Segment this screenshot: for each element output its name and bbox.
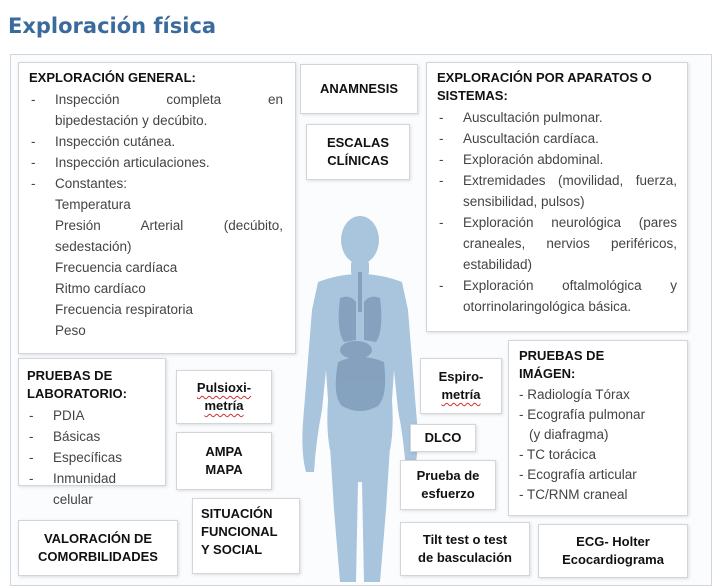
list-item: - Auscultación cardíaca.: [437, 128, 677, 149]
dlco-box: [410, 424, 476, 452]
ampa-mapa-box: [176, 432, 272, 490]
comorbidities-box: [18, 520, 178, 576]
spirometry-line-1: Espiro-: [438, 369, 484, 384]
lab-tests-box: [18, 358, 166, 507]
list-item: - Exploración neurológica (pares craneales, nervios periféricos, estabilidad): [437, 212, 677, 275]
list-item: - Constantes:: [29, 173, 283, 194]
stress-test-box: [400, 460, 496, 510]
vital-sign: Presión Arterial (decúbito, sedestación): [55, 218, 283, 254]
pulse-oximetry-line-1: Pulsioxi-: [196, 380, 252, 395]
mapa-label: MAPA: [205, 462, 243, 477]
vital-sign: Ritmo cardíaco: [55, 281, 146, 296]
general-exam-box: [18, 62, 296, 354]
anamnesis-label: ANAMNESIS: [319, 81, 398, 96]
list-item: - TC/RNM craneal: [519, 487, 628, 502]
systems-exam-heading: EXPLORACIÓN POR APARATOS O SISTEMAS:: [437, 70, 652, 103]
tilt-test-box: [400, 522, 530, 576]
list-item: - TC torácica: [519, 447, 597, 462]
pulse-oximetry-box: [176, 370, 272, 424]
functional-status-line-1: SITUACIÓN: [201, 506, 273, 521]
stress-test-line-2: esfuerzo: [421, 486, 475, 501]
general-exam-heading: EXPLORACIÓN GENERAL:: [29, 70, 196, 85]
vital-sign: Temperatura: [55, 197, 131, 212]
list-item: - Exploración oftalmológica y otorrinolaringológica básica.: [437, 275, 677, 317]
list-item: - Inmunidad celular: [27, 468, 157, 510]
clinical-scales-line-2: CLÍNICAS: [327, 153, 389, 168]
tilt-test-line-1: Tilt test o test: [422, 532, 508, 547]
tilt-test-line-2: de basculación: [418, 550, 512, 565]
imaging-heading-1: PRUEBAS DE: [519, 348, 605, 363]
functional-status-box: [192, 498, 300, 574]
spirometry-line-2: metría: [441, 387, 481, 402]
list-item: - Extremidades (movilidad, fuerza, sensibilidad, pulsos): [437, 170, 677, 212]
imaging-tests-box: [508, 340, 688, 516]
list-item: - PDIA: [27, 405, 157, 426]
systems-exam-box: [426, 62, 688, 332]
list-item: - Ecografía pulmonar: [519, 407, 646, 422]
lab-tests-heading-1: PRUEBAS DE: [27, 368, 113, 383]
imaging-heading-2: IMÁGEN:: [519, 366, 576, 381]
list-item: - Auscultación pulmonar.: [437, 107, 677, 128]
functional-status-line-3: Y SOCIAL: [201, 542, 263, 557]
anamnesis-box: [300, 64, 418, 114]
dlco-label: DLCO: [424, 430, 462, 445]
list-item: - Inspección completa en bipedestación y decúbito.: [29, 89, 283, 131]
systems-exam-list: [437, 107, 677, 317]
clinical-scales-box: [306, 124, 410, 180]
ecg-holter-line-2: Ecocardiograma: [562, 552, 664, 567]
lab-tests-heading-2: LABORATORIO:: [27, 386, 127, 401]
list-item: - Radiología Tórax: [519, 387, 630, 402]
list-item: - Exploración abdominal.: [437, 149, 677, 170]
list-item: - Ecografía articular: [519, 467, 637, 482]
spirometry-box: [420, 358, 502, 414]
clinical-scales-line-1: ESCALAS: [326, 135, 390, 150]
comorbidities-line-2: COMORBILIDADES: [38, 549, 158, 564]
list-item: - Inspección cutánea.: [29, 131, 283, 152]
functional-status-line-2: FUNCIONAL: [201, 524, 278, 539]
pulse-oximetry-line-2: metría: [204, 398, 244, 413]
stress-test-line-1: Prueba de: [416, 468, 480, 483]
lab-tests-list: [27, 405, 157, 510]
ampa-label: AMPA: [205, 444, 243, 459]
vital-sign: Frecuencia cardíaca: [55, 260, 178, 275]
vital-sign: Frecuencia respiratoria: [55, 302, 194, 317]
list-item: (y diafragma): [529, 427, 609, 442]
list-item: - Inspección articulaciones.: [29, 152, 283, 173]
comorbidities-line-1: VALORACIÓN DE: [43, 531, 153, 546]
ecg-holter-box: [538, 524, 688, 578]
vital-sign: Peso: [55, 323, 86, 338]
page-title: Exploración física: [8, 14, 217, 38]
ecg-holter-line-1: ECG- Holter: [576, 534, 650, 549]
list-item: - Básicas: [27, 426, 157, 447]
general-exam-list: [29, 89, 283, 194]
list-item: - Específicas: [27, 447, 157, 468]
